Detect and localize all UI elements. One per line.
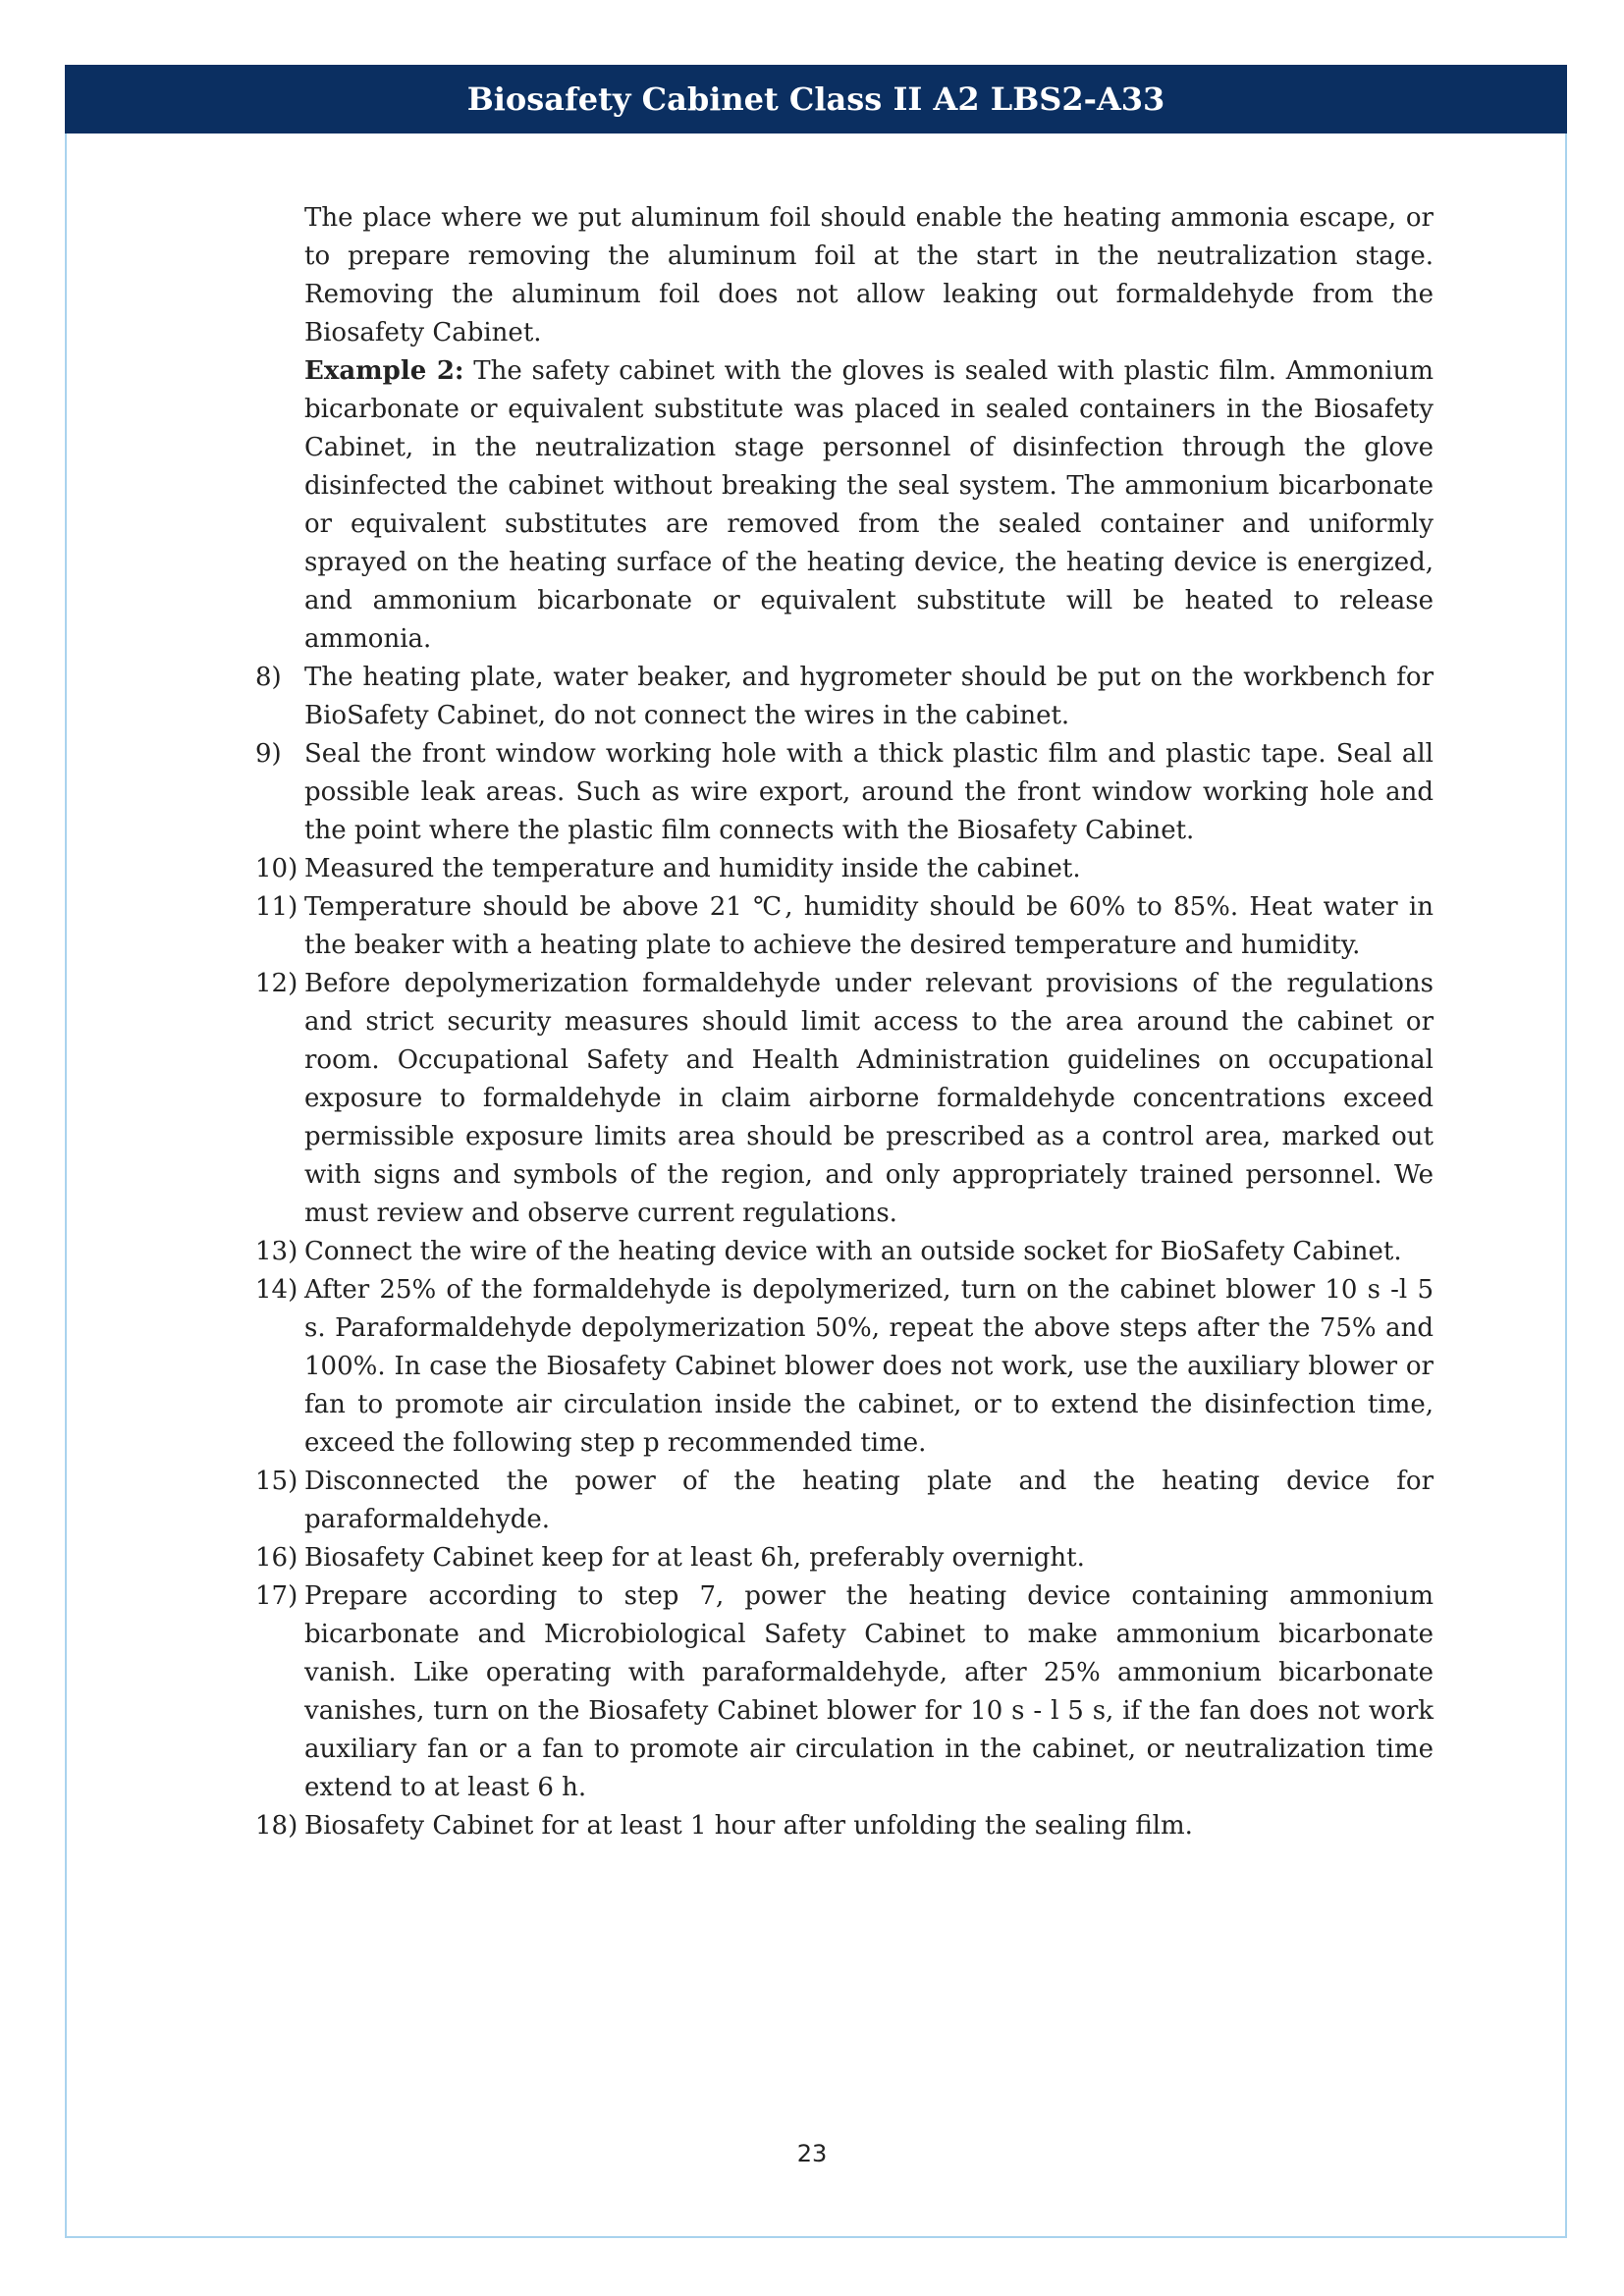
example-paragraph: [255, 352, 1434, 659]
list-number: 10): [255, 854, 298, 883]
list-text: Prepare according to step 7, power the heating device containing ammonium bicarbonate and Microbiological Safety Cabinet to make ammonium bicarbonate vanish. Like operating with paraformaldehyde, after 25% ammonium bicarbonate vanishes, turn on the Biosafety Cabinet blower for 10 s - l 5 s, if the fan does not work auxiliary fan or a fan to promote air circulation in the cabinet, or neutralization time extend to at least 6 h.: [304, 1581, 1434, 1802]
list-item: [255, 1271, 1434, 1463]
list-number: 14): [255, 1275, 298, 1305]
list-text: The heating plate, water beaker, and hygrometer should be put on the workbench for BioSafety Cabinet, do not connect the wires in the cabinet.: [304, 663, 1434, 730]
list-item: [255, 1577, 1434, 1807]
list-text: Biosafety Cabinet keep for at least 6h, preferably overnight.: [304, 1543, 1085, 1573]
list-text: Connect the wire of the heating device with an outside socket for BioSafety Cabinet.: [304, 1237, 1402, 1266]
list-number: 17): [255, 1581, 298, 1611]
list-text: After 25% of the formaldehyde is depolymerized, turn on the cabinet blower 10 s -l 5 s. Paraformaldehyde depolymerization 50%, repeat the above steps after the 75% and 100%. In case the Biosafety Cabinet blower does not work, use the auxiliary blower or fan to promote air circulation inside the cabinet, or to extend the disinfection time, exceed the following step p recommended time.: [304, 1275, 1434, 1458]
list-text: Biosafety Cabinet for at least 1 hour after unfolding the sealing film.: [304, 1811, 1193, 1841]
list-number: 8): [255, 663, 282, 692]
list-number: 9): [255, 739, 282, 769]
list-item: [255, 659, 1434, 735]
list-number: 15): [255, 1467, 298, 1496]
list-item: [255, 735, 1434, 850]
list-text: Temperature should be above 21 ℃, humidity should be 60% to 85%. Heat water in the beaker with a heating plate to achieve the desired temperature and humidity.: [304, 892, 1434, 960]
list-text: Seal the front window working hole with a thick plastic film and plastic tape. Seal all possible leak areas. Such as wire export, around the front window working hole and the point where the plastic film connects with the Biosafety Cabinet.: [304, 739, 1434, 845]
list-item: [255, 1807, 1434, 1845]
list-item: [255, 850, 1434, 888]
list-item: [255, 965, 1434, 1233]
list-number: 16): [255, 1543, 298, 1573]
list-text: Before depolymerization formaldehyde under relevant provisions of the regulations and strict security measures should limit access to the area around the cabinet or room. Occupational Safety and Health Administration guidelines on occupational exposure to formaldehyde in claim airborne formaldehyde concentrations exceed permissible exposure limits area should be prescribed as a control area, marked out with signs and symbols of the region, and only appropriately trained personnel. We must review and observe current regulations.: [304, 969, 1434, 1228]
list-item: [255, 1233, 1434, 1271]
list-item: [255, 1539, 1434, 1577]
example-label: Example 2:: [304, 356, 464, 386]
list-item: [255, 1463, 1434, 1539]
list-number: 18): [255, 1811, 298, 1841]
page-number: 23: [796, 2140, 828, 2167]
list-number: 13): [255, 1237, 298, 1266]
paragraph: The place where we put aluminum foil should enable the heating ammonia escape, or to prepare removing the aluminum foil at the start in the neutralization stage. Removing the aluminum foil does not allow leaking out formaldehyde from the Biosafety Cabinet.: [304, 203, 1434, 347]
list-item: [255, 888, 1434, 965]
page-header: [65, 65, 1567, 133]
list-text: Measured the temperature and humidity inside the cabinet.: [304, 854, 1081, 883]
list-number: 12): [255, 969, 298, 998]
document-title: Biosafety Cabinet Class II A2 LBS2-A33: [466, 80, 1165, 118]
example-text: The safety cabinet with the gloves is sealed with plastic film. Ammonium bicarbonate or equivalent substitute was placed in sealed containers in the Biosafety Cabinet, in the neutralization stage personnel of disinfection through the glove disinfected the cabinet without breaking the seal system. The ammonium bicarbonate or equivalent substitutes are removed from the sealed container and uniformly sprayed on the heating surface of the heating device, the heating device is energized, and ammonium bicarbonate or equivalent substitute will be heated to release ammonia.: [304, 356, 1435, 654]
page-body: [255, 199, 1434, 1845]
list-number: 11): [255, 892, 298, 922]
list-text: Disconnected the power of the heating plate and the heating device for paraformaldehyde.: [304, 1467, 1434, 1534]
